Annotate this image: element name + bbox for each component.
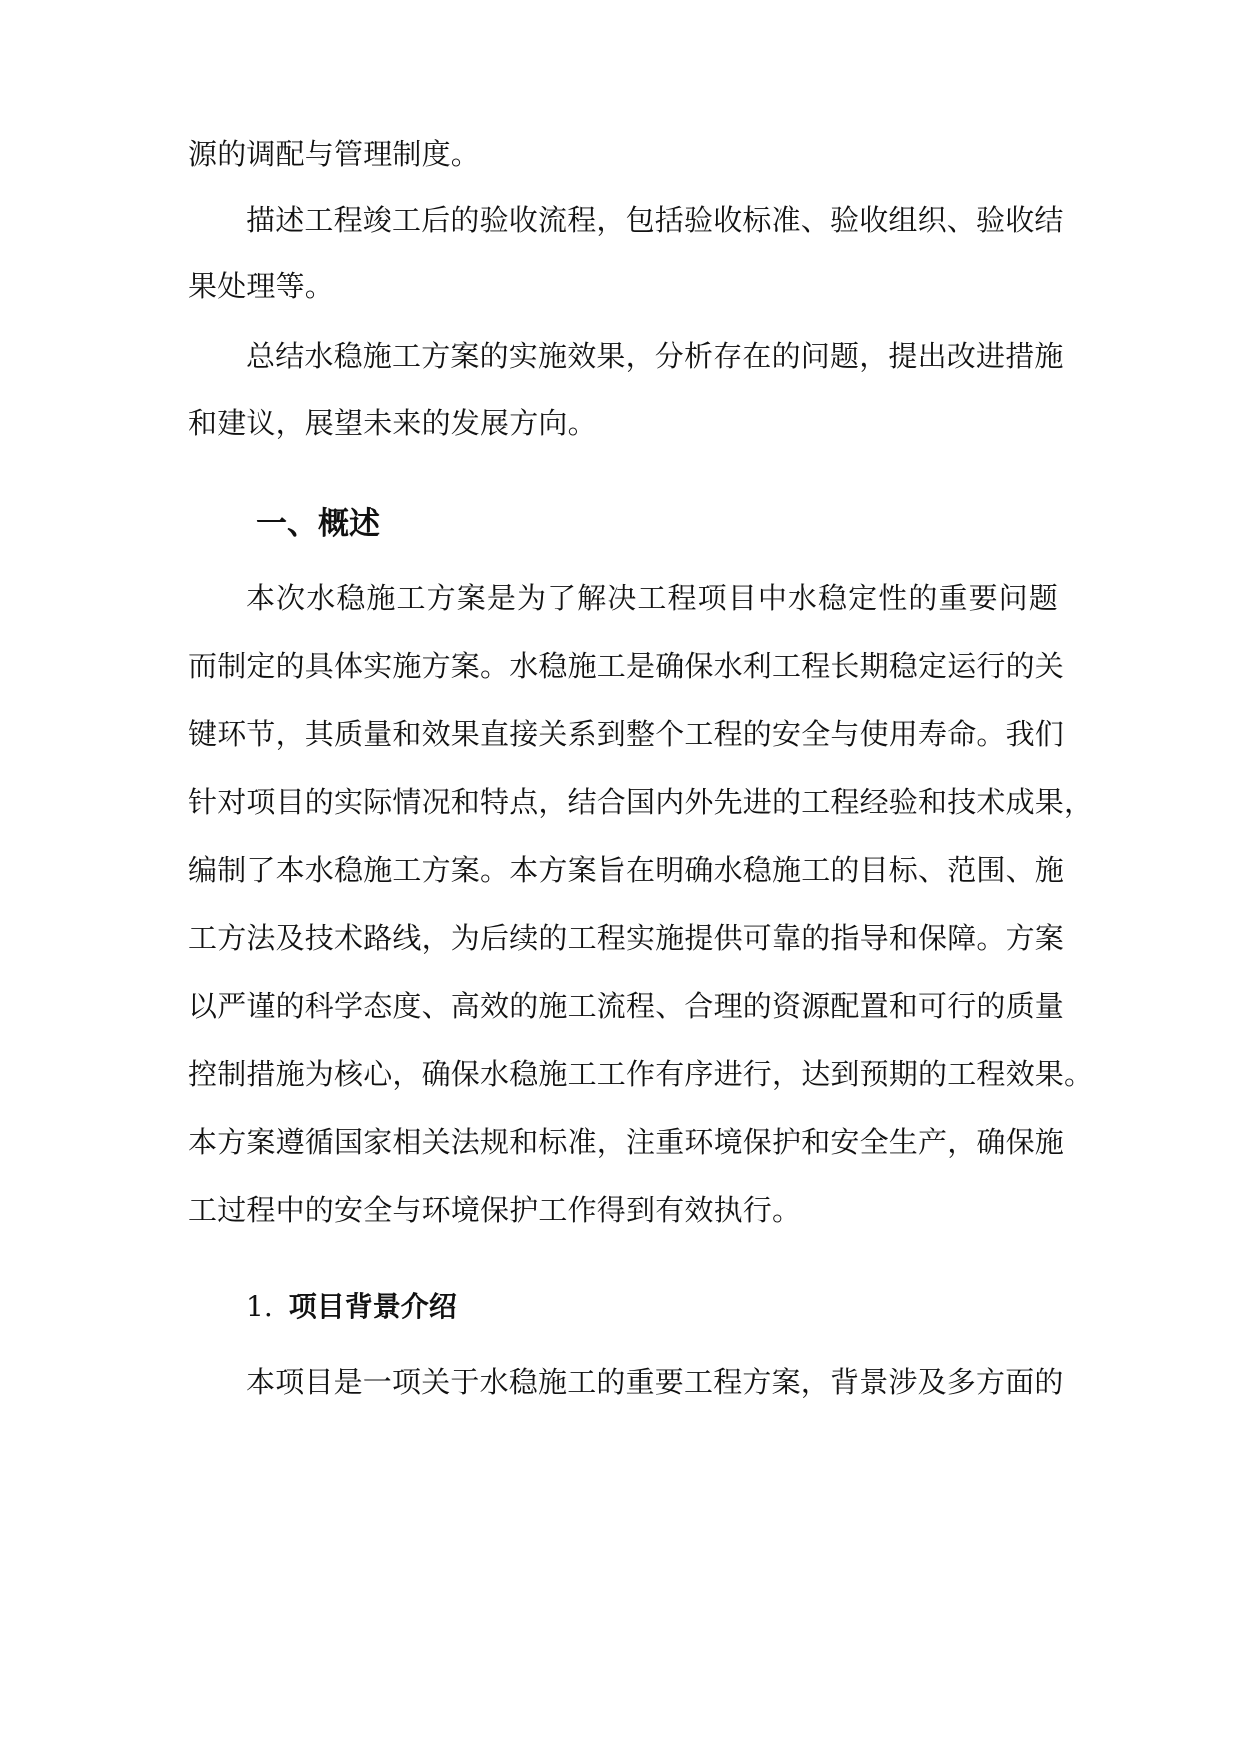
paragraph-line: 描述工程竣工后的验收流程，包括验收标准、验收组织、验收结 <box>246 203 1064 237</box>
paragraph-line: 本次水稳施工方案是为了解决工程项目中水稳定性的重要问题 <box>246 581 1058 615</box>
document-page <box>188 0 1094 1754</box>
paragraph-line: 和建议，展望未来的发展方向。 <box>188 406 597 440</box>
paragraph-line: 编制了本水稳施工方案。本方案旨在明确水稳施工的目标、范围、施 <box>188 853 1065 887</box>
paragraph-line: 工方法及技术路线，为后续的工程实施提供可靠的指导和保障。方案 <box>188 921 1065 955</box>
paragraph-line: 以严谨的科学态度、高效的施工流程、合理的资源配置和可行的质量 <box>188 989 1065 1023</box>
paragraph-line: 果处理等。 <box>188 269 335 303</box>
paragraph-line: 键环节，其质量和效果直接关系到整个工程的安全与使用寿命。我们 <box>188 717 1065 751</box>
subsection-number: 1. <box>246 1290 273 1323</box>
section-heading: 一、概述 <box>256 506 380 542</box>
paragraph-line: 本项目是一项关于水稳施工的重要工程方案，背景涉及多方面的 <box>246 1365 1064 1399</box>
paragraph-line: 本方案遵循国家相关法规和标准，注重环境保护和安全生产，确保施 <box>188 1125 1065 1159</box>
paragraph-line: 针对项目的实际情况和特点，结合国内外先进的工程经验和技术成果， <box>188 785 1094 819</box>
subsection-heading <box>246 1287 457 1327</box>
paragraph-line: 控制措施为核心，确保水稳施工工作有序进行，达到预期的工程效果。 <box>188 1057 1094 1091</box>
paragraph-line: 工过程中的安全与环境保护工作得到有效执行。 <box>188 1193 802 1227</box>
subsection-title: 项目背景介绍 <box>288 1290 457 1323</box>
paragraph-line: 而制定的具体实施方案。水稳施工是确保水利工程长期稳定运行的关 <box>188 649 1065 683</box>
paragraph-line: 源的调配与管理制度。 <box>188 137 481 171</box>
paragraph-line: 总结水稳施工方案的实施效果，分析存在的问题，提出改进措施 <box>246 339 1064 373</box>
